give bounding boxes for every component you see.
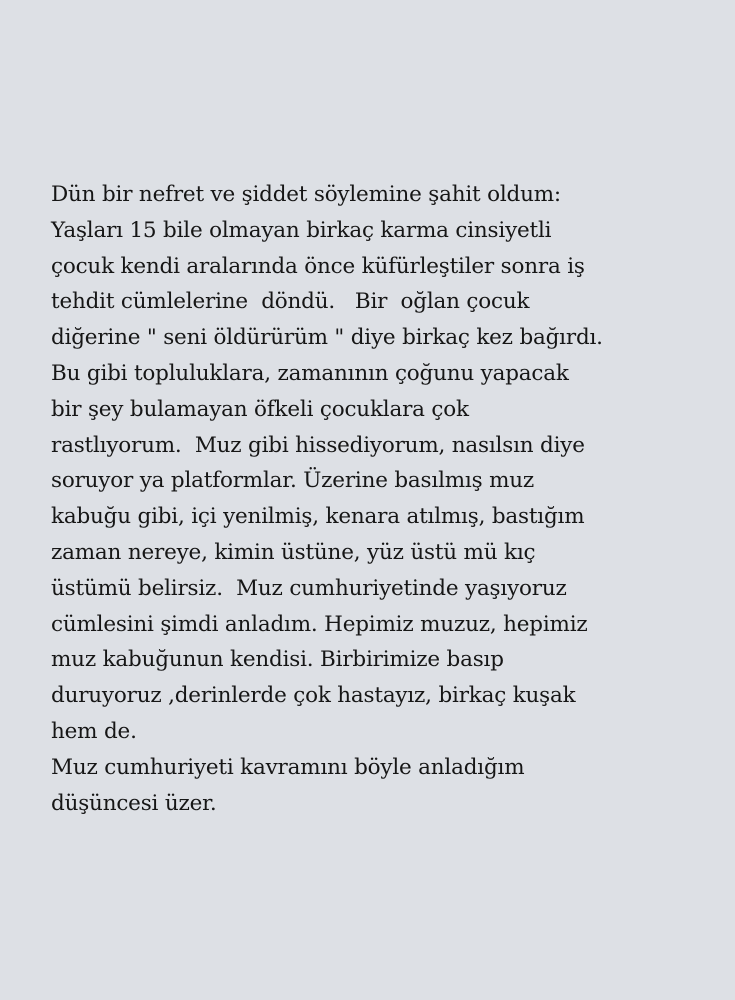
text-line: hem de. bbox=[51, 718, 137, 744]
text-line: diğerine " seni öldürürüm " diye birkaç kez bağırdı. bbox=[51, 325, 603, 351]
text-line: üstümü belirsiz. Muz cumhuriyetinde yaşıyoruz bbox=[51, 575, 567, 601]
text-line: bir şey bulamayan öfkeli çocuklara çok bbox=[51, 396, 469, 422]
text-line: muz kabuğunun kendisi. Birbirimize basıp bbox=[51, 647, 504, 673]
text-line: Bu gibi topluluklara, zamanının çoğunu yapacak bbox=[51, 360, 569, 386]
text-line: düşüncesi üzer. bbox=[51, 790, 217, 816]
text-line: zaman nereye, kimin üstüne, yüz üstü mü kıç bbox=[51, 539, 536, 565]
text-line: tehdit cümlelerine döndü. Bir oğlan çocuk bbox=[51, 289, 530, 315]
text-line: Yaşları 15 bile olmayan birkaç karma cinsiyetli bbox=[51, 217, 552, 243]
text-line: Dün bir nefret ve şiddet söylemine şahit oldum: bbox=[51, 182, 561, 207]
text-line: rastlıyorum. Muz gibi hissediyorum, nasılsın diye bbox=[51, 432, 585, 458]
text-line: soruyor ya platformlar. Üzerine basılmış muz bbox=[51, 468, 535, 494]
text-line: kabuğu gibi, içi yenilmiş, kenara atılmış, bastığım bbox=[51, 504, 585, 530]
text-line: duruyoruz ,derinlerde çok hastayız, birkaç kuşak bbox=[51, 683, 576, 709]
text-line: cümlesini şimdi anladım. Hepimiz muzuz, hepimiz bbox=[51, 611, 588, 637]
text-line: çocuk kendi aralarında önce küfürleştiler sonra iş bbox=[51, 253, 585, 279]
text-line: Muz cumhuriyeti kavramını böyle anladığım bbox=[51, 754, 525, 780]
body-text bbox=[51, 177, 721, 821]
